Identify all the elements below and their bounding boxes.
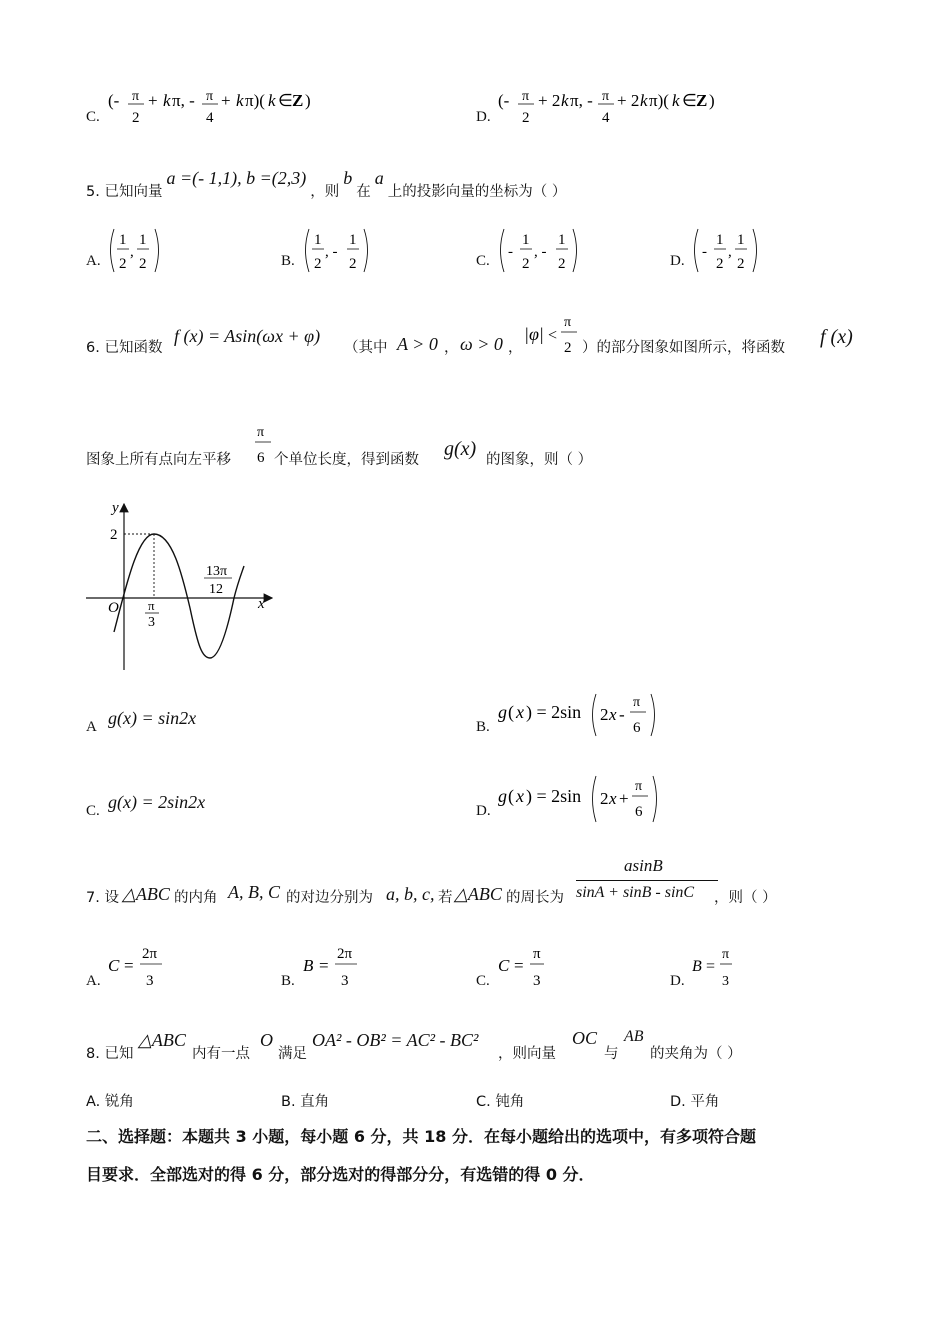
- svg-text:π: π: [564, 315, 572, 330]
- q7-fraction-bar: [576, 880, 718, 881]
- svg-text:3: 3: [722, 974, 729, 989]
- svg-text:): ): [709, 91, 715, 110]
- svg-text:π)(: π)(: [245, 91, 265, 110]
- y-tick-2: 2: [110, 527, 118, 543]
- y-axis-label: y: [112, 500, 119, 516]
- q5-option-c: [476, 226, 566, 272]
- option-label: B.: [281, 973, 295, 989]
- q5-a-formula: [106, 226, 186, 276]
- svg-text:π: π: [635, 779, 643, 794]
- svg-text:π: π: [633, 695, 641, 710]
- svg-text:6: 6: [633, 720, 641, 736]
- option-label: D.: [670, 973, 685, 989]
- option-label: D.: [476, 803, 491, 819]
- svg-text:13π: 13π: [206, 564, 228, 579]
- q4-c-expression: [108, 86, 348, 130]
- svg-text:∈: ∈: [278, 91, 293, 110]
- q4-d-expression: [498, 86, 758, 130]
- x-axis-label: x: [258, 596, 265, 612]
- svg-text:-: -: [619, 705, 625, 724]
- q5-option-d: [670, 226, 745, 272]
- q6-cond-phi: [522, 312, 582, 367]
- svg-text:1: 1: [522, 232, 530, 248]
- q7-denominator: sinA + sinB - sinC: [576, 884, 695, 901]
- svg-text:k: k: [672, 91, 680, 110]
- x-tick-13pi-12: [204, 564, 232, 597]
- q6-option-b: [476, 690, 641, 736]
- q8-point: O: [260, 1030, 273, 1050]
- svg-text:=: =: [706, 958, 716, 975]
- svg-text:1: 1: [139, 232, 147, 248]
- option-label: B.: [281, 253, 295, 269]
- q8-vector-oc: OC: [572, 1028, 598, 1048]
- svg-text:(-: (-: [498, 91, 510, 110]
- q8-option-d: D. 平角: [670, 1094, 720, 1110]
- svg-text:2: 2: [314, 256, 322, 272]
- q6-text2: ）的部分图象如图所示，将函数: [582, 340, 785, 356]
- svg-text:2: 2: [132, 110, 140, 126]
- svg-text:2: 2: [139, 256, 147, 272]
- svg-text:,: ,: [728, 244, 732, 260]
- q7-number: 7. 设: [86, 890, 119, 906]
- sine-curve: [114, 534, 244, 658]
- q8-option-c: C. 钝角: [476, 1094, 525, 1110]
- q7-c-formula: [496, 942, 576, 994]
- svg-text:k: k: [268, 91, 276, 110]
- svg-text:k: k: [640, 91, 648, 110]
- q5-d-formula: [690, 226, 790, 276]
- svg-text:π, -: π, -: [570, 91, 593, 110]
- svg-text:3: 3: [533, 973, 541, 989]
- q5-vectors: a =(- 1,1), b =(2,3): [166, 168, 307, 188]
- q4-c-formula: [108, 86, 348, 130]
- svg-text:4: 4: [206, 110, 214, 126]
- svg-text:(: (: [508, 702, 514, 722]
- svg-text:∈: ∈: [682, 91, 697, 110]
- svg-text:3: 3: [148, 615, 155, 630]
- svg-text:x: x: [516, 702, 524, 722]
- svg-text:x: x: [609, 789, 617, 808]
- q7-text5: ，则（ ）: [714, 890, 777, 906]
- q6-cond-a: A > 0: [397, 334, 438, 354]
- q4-option-c: [86, 86, 311, 126]
- svg-text:|φ|: |φ|: [524, 324, 544, 344]
- svg-text:π: π: [533, 946, 541, 962]
- q6-option-c: [86, 790, 206, 819]
- q5-vector-b: b: [343, 168, 353, 188]
- svg-text:+ 2: + 2: [538, 91, 561, 110]
- q7-option-b: [281, 942, 353, 989]
- option-label: B.: [476, 719, 490, 735]
- svg-text:) = 2sin: ) = 2sin: [526, 786, 582, 806]
- svg-text:=: =: [124, 956, 134, 975]
- q6-cond-phi-formula: [522, 312, 582, 362]
- section2-line1: 二、选择题：本题共 3 小题，每小题 6 分，共 18 分．在每小题给出的选项中，有多项符合题: [86, 1127, 756, 1146]
- svg-text:,: ,: [130, 244, 134, 260]
- svg-text:2: 2: [558, 256, 566, 272]
- svg-text:(-: (-: [108, 91, 120, 110]
- q7-option-d: [670, 942, 730, 989]
- option-label: C.: [476, 973, 490, 989]
- x-tick-pi-3: [145, 598, 159, 630]
- svg-text:g: g: [498, 702, 507, 722]
- q7-d-formula: [690, 942, 770, 994]
- svg-text:2π: 2π: [142, 946, 158, 962]
- svg-text:Z: Z: [696, 91, 708, 110]
- q8-number: 8. 已知: [86, 1046, 134, 1062]
- q6-a-expression: g(x) = sin2x: [108, 708, 197, 728]
- q7-angles: A, B, C: [228, 882, 280, 902]
- q7-a-formula: [106, 942, 186, 994]
- svg-text:π: π: [522, 89, 530, 104]
- svg-text:C: C: [498, 956, 510, 975]
- option-label: C.: [86, 109, 100, 125]
- svg-text:x: x: [516, 786, 524, 806]
- svg-text:Z: Z: [292, 91, 304, 110]
- svg-text:2: 2: [522, 110, 530, 126]
- svg-text:π: π: [257, 425, 265, 440]
- q7-option-c: [476, 942, 541, 989]
- option-label: A.: [86, 973, 101, 989]
- q7-sides: a, b, c,: [386, 884, 435, 904]
- svg-text:π: π: [206, 89, 214, 104]
- q5-text1: ，则: [310, 184, 340, 200]
- svg-text:3: 3: [146, 973, 154, 989]
- q8-text2: 满足: [278, 1046, 307, 1062]
- q8-text1: 内有一点: [192, 1046, 250, 1062]
- q6-line2-c: 的图象，则（ ）: [486, 452, 593, 468]
- q8-text5: 的夹角为（ ）: [650, 1046, 742, 1062]
- q6-line2-b: 个单位长度，得到函数: [274, 452, 419, 468]
- q5-text2: 在: [356, 184, 371, 200]
- q6-number: 6. 已知函数: [86, 340, 163, 356]
- svg-text:k: k: [561, 91, 569, 110]
- svg-text:2π: 2π: [337, 946, 353, 962]
- q7-text1: 的内角: [174, 890, 218, 906]
- svg-text:π: π: [148, 598, 155, 613]
- svg-text:2: 2: [564, 340, 572, 356]
- svg-text:12: 12: [209, 582, 223, 597]
- q6-d-formula: [496, 772, 686, 826]
- svg-text:g: g: [498, 786, 507, 806]
- q6-c-expression: g(x) = 2sin2x: [108, 792, 206, 812]
- q5-b-formula: [301, 226, 401, 276]
- svg-text:π, -: π, -: [172, 91, 195, 110]
- svg-text:, -: , -: [534, 244, 547, 260]
- option-label: D.: [476, 109, 491, 125]
- q6-b-formula: [496, 690, 686, 740]
- option-label: A: [86, 719, 97, 735]
- q8-option-a: A. 锐角: [86, 1094, 134, 1110]
- svg-text:π: π: [722, 947, 730, 962]
- q8-triangle: △ABC: [138, 1030, 186, 1050]
- q7-fraction: [574, 856, 724, 906]
- svg-text:π)(: π)(: [649, 91, 669, 110]
- q7-text3: 若: [438, 890, 453, 906]
- q5-stem: [86, 168, 566, 198]
- svg-text:<: <: [548, 327, 558, 344]
- q6-sep1: ，: [444, 340, 459, 356]
- q8-text3: ，则向量: [498, 1046, 556, 1062]
- svg-text:(: (: [508, 786, 514, 806]
- svg-text:, -: , -: [325, 244, 338, 260]
- q6-function2: f (x): [820, 326, 853, 348]
- svg-text:6: 6: [257, 450, 265, 466]
- q6-text1: （其中: [344, 340, 388, 356]
- svg-text:1: 1: [716, 232, 724, 248]
- svg-text:B: B: [303, 956, 314, 975]
- q5-option-a: [86, 226, 147, 272]
- svg-text:+ 2: + 2: [617, 91, 640, 110]
- svg-text:1: 1: [119, 232, 127, 248]
- q5-option-b: [281, 226, 357, 272]
- q5-text3: 上的投影向量的坐标为（ ）: [387, 184, 567, 200]
- q8-equation: OA² - OB² = AC² - BC²: [312, 1030, 479, 1050]
- q7-triangle: △ABC: [122, 884, 170, 904]
- q6-sep2: ，: [508, 340, 523, 356]
- section2-line2: 目要求．全部选对的得 6 分，部分选对的得部分分，有选错的得 0 分．: [86, 1165, 595, 1184]
- svg-text:2: 2: [600, 705, 609, 724]
- q6-cond-omega: ω > 0: [460, 334, 503, 354]
- svg-text:1: 1: [314, 232, 322, 248]
- svg-text:6: 6: [635, 804, 643, 820]
- q7-text2: 的对边分别为: [286, 890, 373, 906]
- q6-option-d: [476, 772, 643, 820]
- svg-text:k: k: [163, 91, 171, 110]
- svg-text:B: B: [692, 958, 702, 975]
- q6-line2-a: 图象上所有点向左平移: [86, 452, 231, 468]
- option-label: C.: [476, 253, 490, 269]
- q7-option-a: [86, 942, 158, 989]
- q7-b-formula: [301, 942, 381, 994]
- svg-text:2: 2: [737, 256, 745, 272]
- q8-vector-ab: AB: [624, 1028, 644, 1045]
- svg-text:1: 1: [737, 232, 745, 248]
- option-label: D.: [670, 253, 685, 269]
- svg-text:π: π: [602, 89, 610, 104]
- q6-shift: [254, 420, 274, 475]
- svg-text:4: 4: [602, 110, 610, 126]
- q5-c-formula: [496, 226, 606, 276]
- svg-text:-: -: [702, 244, 707, 260]
- q6-function-graph: [86, 496, 286, 676]
- q8-text4: 与: [604, 1046, 619, 1062]
- q7-text4: 的周长为: [506, 890, 564, 906]
- option-label: A.: [86, 253, 101, 269]
- svg-text:=: =: [514, 956, 524, 975]
- q4-d-formula: [498, 86, 758, 130]
- svg-text:π: π: [132, 89, 140, 104]
- q6-g: g(x): [444, 438, 477, 460]
- svg-text:2: 2: [716, 256, 724, 272]
- svg-text:3: 3: [341, 973, 349, 989]
- q5-vector-a: a: [374, 168, 384, 188]
- svg-text:): ): [305, 91, 311, 110]
- svg-text:-: -: [508, 244, 513, 260]
- svg-text:x: x: [609, 705, 617, 724]
- q7-numerator: asinB: [624, 856, 663, 875]
- svg-text:+: +: [148, 91, 158, 110]
- option-label: C.: [86, 803, 100, 819]
- q8-option-b: B. 直角: [281, 1094, 330, 1110]
- svg-text:1: 1: [349, 232, 357, 248]
- q5-number: 5. 已知向量: [86, 184, 163, 200]
- q6-shift-formula: [254, 420, 274, 470]
- svg-text:2: 2: [600, 789, 609, 808]
- svg-text:+: +: [619, 789, 629, 808]
- origin-label: O: [108, 600, 119, 616]
- svg-text:+: +: [221, 91, 231, 110]
- q7-triangle2: △ABC: [454, 884, 502, 904]
- svg-text:2: 2: [119, 256, 127, 272]
- q4-option-d: [476, 86, 715, 126]
- svg-text:2: 2: [349, 256, 357, 272]
- svg-text:1: 1: [558, 232, 566, 248]
- q6-function: f (x) = Asin(ωx + φ): [174, 326, 321, 346]
- svg-text:C: C: [108, 956, 120, 975]
- svg-text:=: =: [319, 956, 329, 975]
- svg-text:) = 2sin: ) = 2sin: [526, 702, 582, 722]
- svg-text:2: 2: [522, 256, 530, 272]
- svg-text:k: k: [236, 91, 244, 110]
- q6-option-a: [86, 706, 197, 735]
